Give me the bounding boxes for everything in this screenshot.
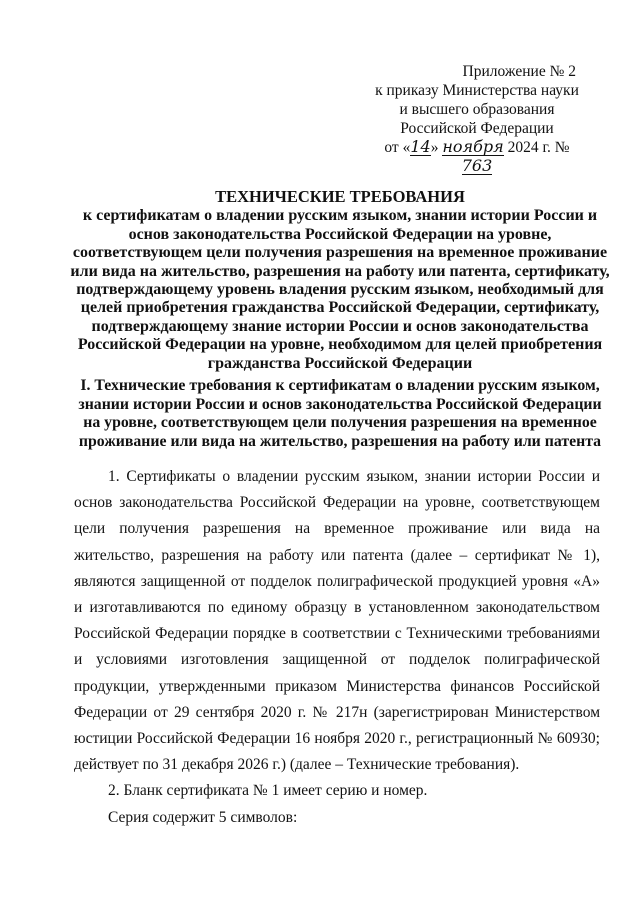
document-subtitle: к сертификатам о владении русским языком, знании истории России и основ законодательства Российской Федерации на уровне, соответствующем цели получения разрешения на временное проживание или вида на жительство, разрешения на работу или патента, сертификату, подтверждающему уровень владения русским языком, необходимый для целей приобретения гражданства Российской Федерации, сертификату, подтверждающему знание истории России и основ законодательства Российской Федерации на уровне, необходимом для целей приобретения гражданства Российской Федерации (70, 207, 610, 372)
date-year: 2024 г. № (503, 139, 570, 156)
handwritten-order-number: 763 (461, 156, 493, 175)
appendix-title: Приложение № 2 (462, 63, 576, 80)
body-text (74, 464, 600, 831)
appendix-line-1: к приказу Министерства науки (375, 82, 579, 99)
section-1-title: I. Технические требования к сертификатам о владении русским языком, знании истории России и основ законодательства Российской Федерации на уровне, соответствующем цели получения разрешения на временное проживание или вида на жительство, разрешения на работу или патента (78, 377, 602, 450)
appendix-line-2: и высшего образования (399, 101, 555, 118)
appendix-header (372, 62, 582, 176)
paragraph-1: 1. Сертификаты о владении русским языком, знании истории России и основ законодательства Российской Федерации на уровне, соответствующем цели получения разрешения на временное проживание или вида на жительство, разрешения на работу или патента (далее – сертификат № 1), являются защищенной от подделок полиграфической продукцией уровня «А» и изготавливаются по единому образцу в установленном законодательством Российской Федерации порядке в соответствии с Техническими требованиями и условиями изготовления защищенной от подделок полиграфической продукции, утвержденными приказом Министерства финансов Российской Федерации от 29 сентября 2020 г. № 217н (зарегистрирован Министерством юстиции Российской Федерации 16 ноября 2020 г., регистрационный № 60930; действует по 31 декабря 2026 г.) (далее – Технические требования). (74, 468, 600, 774)
document-title-block (70, 188, 610, 373)
appendix-date-line (372, 138, 582, 176)
paragraph-3: Серия содержит 5 символов: (108, 808, 298, 826)
date-mid: » (430, 139, 443, 156)
handwritten-day: 14 (410, 137, 431, 156)
paragraph-2: 2. Бланк сертификата № 1 имеет серию и номер. (108, 782, 428, 800)
date-prefix: от « (384, 139, 411, 156)
appendix-line-3: Российской Федерации (400, 120, 554, 137)
handwritten-month: ноября (442, 137, 504, 156)
document-title: ТЕХНИЧЕСКИЕ ТРЕБОВАНИЯ (215, 187, 465, 206)
